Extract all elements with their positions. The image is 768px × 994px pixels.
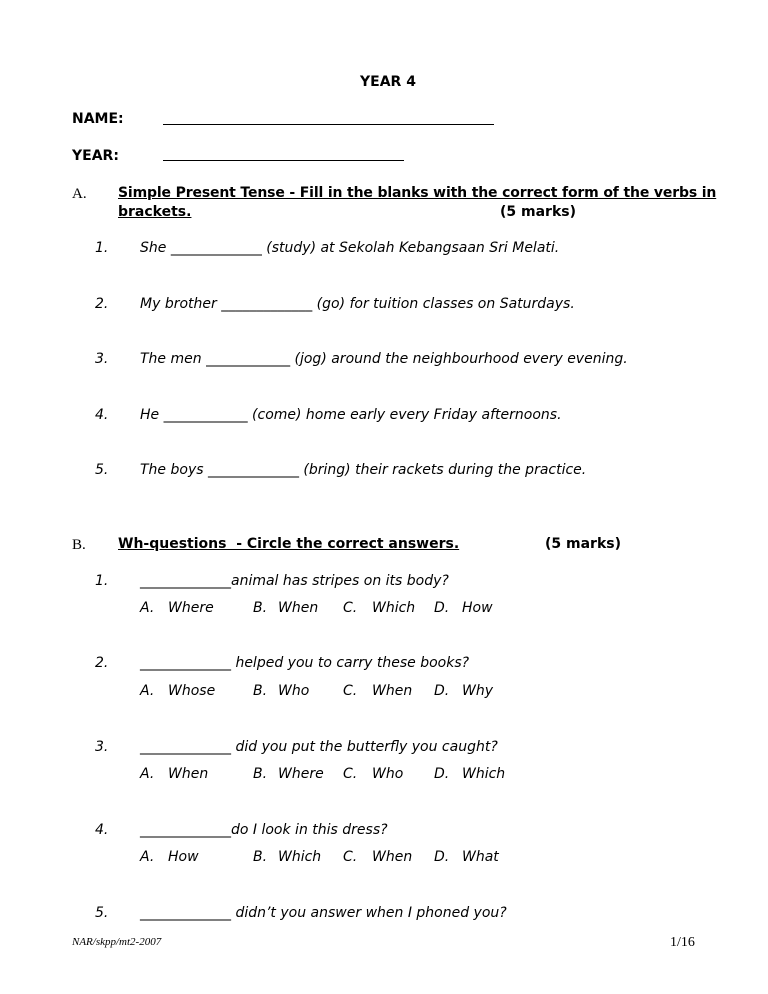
question-number: 3.: [95, 351, 109, 367]
name-field-line[interactable]: [163, 124, 494, 125]
option-letter[interactable]: D.: [434, 849, 450, 865]
option-letter[interactable]: C.: [343, 600, 358, 616]
option-word[interactable]: How: [168, 849, 199, 865]
option-word[interactable]: Which: [278, 849, 322, 865]
option-letter[interactable]: A.: [140, 766, 155, 782]
option-word[interactable]: Why: [462, 683, 494, 699]
question-number: 4.: [95, 822, 109, 838]
option-letter[interactable]: A.: [140, 849, 155, 865]
section-a-marks: (5 marks): [500, 204, 576, 220]
option-word[interactable]: When: [372, 849, 413, 865]
option-letter[interactable]: A.: [140, 600, 155, 616]
section-b-marks: (5 marks): [545, 536, 621, 552]
option-letter[interactable]: B.: [253, 766, 268, 782]
option-word[interactable]: Which: [462, 766, 506, 782]
question-text: _____________ didn’t you answer when I phoned you?: [140, 905, 507, 921]
option-word[interactable]: What: [462, 849, 499, 865]
section-b-letter: B.: [72, 537, 86, 553]
question-text: The boys _____________ (bring) their rackets during the practice.: [140, 462, 587, 478]
year-field-line[interactable]: [163, 160, 404, 161]
question-text: My brother _____________ (go) for tuition classes on Saturdays.: [140, 296, 575, 312]
option-letter[interactable]: B.: [253, 600, 268, 616]
year-label: YEAR:: [72, 148, 119, 164]
option-letter[interactable]: D.: [434, 766, 450, 782]
question-text: _____________ did you put the butterfly you caught?: [140, 739, 498, 755]
option-word[interactable]: Which: [372, 600, 416, 616]
option-letter[interactable]: B.: [253, 849, 268, 865]
question-number: 5.: [95, 905, 109, 921]
option-letter[interactable]: D.: [434, 600, 450, 616]
page-number: 1/16: [670, 935, 695, 950]
question-number: 1.: [95, 573, 109, 589]
name-label: NAME:: [72, 111, 124, 127]
footer-code: NAR/skpp/mt2-2007: [72, 936, 162, 948]
question-number: 2.: [95, 296, 109, 312]
question-text: _____________do I look in this dress?: [140, 822, 388, 838]
section-a-heading-line1: Simple Present Tense - Fill in the blanks with the correct form of the verbs in: [118, 185, 717, 201]
page-title: YEAR 4: [360, 74, 416, 90]
question-number: 5.: [95, 462, 109, 478]
question-text: The men ____________ (jog) around the neighbourhood every evening.: [140, 351, 628, 367]
option-word[interactable]: When: [278, 600, 319, 616]
question-text: _____________animal has stripes on its body?: [140, 573, 449, 589]
option-word[interactable]: Who: [278, 683, 310, 699]
option-letter[interactable]: C.: [343, 849, 358, 865]
question-number: 3.: [95, 739, 109, 755]
option-word[interactable]: Who: [372, 766, 404, 782]
option-word[interactable]: How: [462, 600, 493, 616]
question-text: She _____________ (study) at Sekolah Kebangsaan Sri Melati.: [140, 240, 560, 256]
question-number: 1.: [95, 240, 109, 256]
option-word[interactable]: Where: [278, 766, 324, 782]
option-letter[interactable]: C.: [343, 766, 358, 782]
option-word[interactable]: Whose: [168, 683, 216, 699]
question-number: 4.: [95, 407, 109, 423]
option-word[interactable]: When: [168, 766, 209, 782]
option-letter[interactable]: A.: [140, 683, 155, 699]
option-letter[interactable]: B.: [253, 683, 268, 699]
question-text: He ____________ (come) home early every Friday afternoons.: [140, 407, 562, 423]
section-b-heading: Wh-questions - Circle the correct answers.: [118, 536, 460, 552]
section-a-letter: A.: [72, 186, 87, 202]
option-letter[interactable]: C.: [343, 683, 358, 699]
option-word[interactable]: When: [372, 683, 413, 699]
question-number: 2.: [95, 655, 109, 671]
question-text: _____________ helped you to carry these books?: [140, 655, 470, 671]
option-letter[interactable]: D.: [434, 683, 450, 699]
section-a-heading-line2: brackets.: [118, 204, 192, 220]
option-word[interactable]: Where: [168, 600, 214, 616]
